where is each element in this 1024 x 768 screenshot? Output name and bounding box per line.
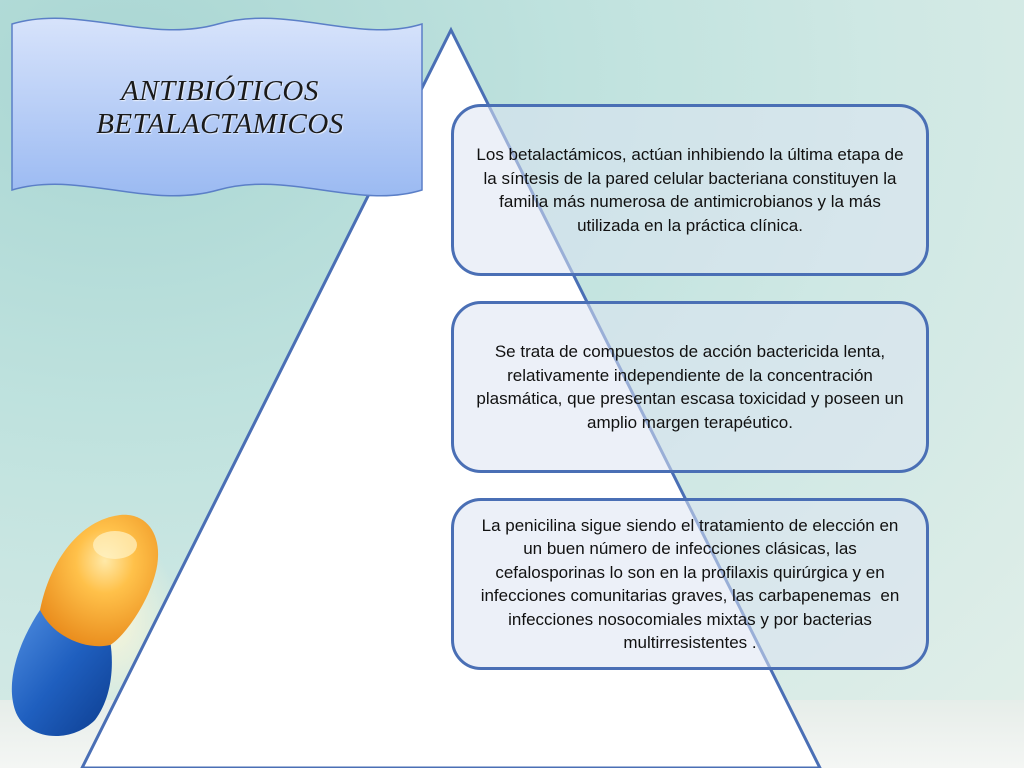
info-box-2 [451,301,929,473]
info-box-text: Se trata de compuestos de acción bactericida lenta, relativamente independiente de la concentración plasmática, que presentan escasa toxicidad y poseen un amplio margen terapéutico. [476,342,909,432]
info-box-text: Los betalactámicos, actúan inhibiendo la última etapa de la síntesis de la pared celular bacteriana constituyen la familia más numerosa de antimicrobianos y la más utilizada en la práctica clínica. [476,145,909,235]
title-line-1: ANTIBIÓTICOS [121,75,319,107]
info-box-text: La penicilina sigue siendo el tratamiento de elección en un buen número de infecciones clásicas, las cefalosporinas lo son en la profilaxis quirúrgica y en infecciones comunitarias graves, las carbapenemas en infecciones nosocomiales mixtas y por bacterias multirresistentes . [480,515,905,652]
page-title [20,75,420,141]
title-line-2: BETALACTAMICOS [96,108,344,140]
info-box-3 [451,498,929,670]
info-box-1 [451,104,929,276]
